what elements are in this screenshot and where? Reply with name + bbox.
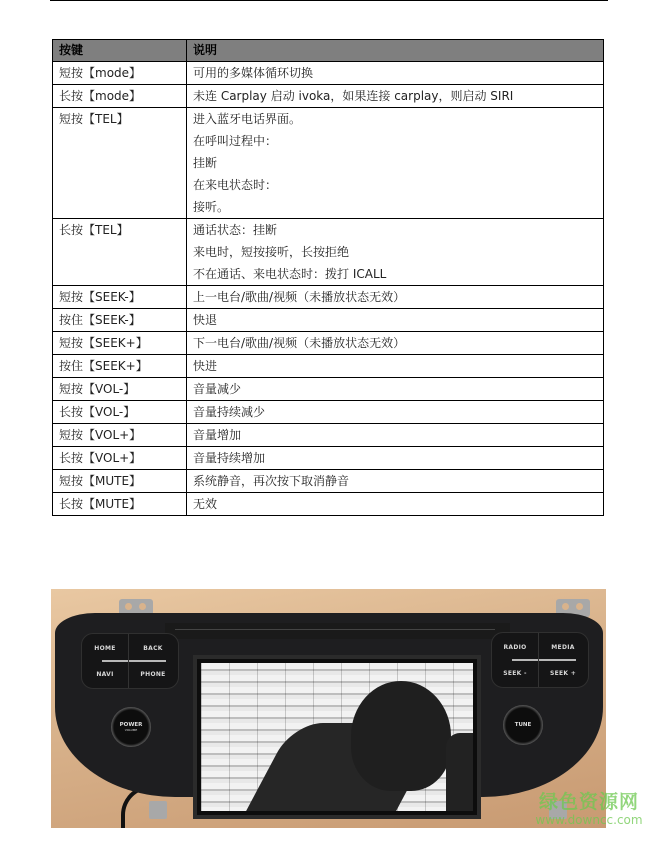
display-screen [193,655,481,819]
pad-divider [128,634,129,688]
media-button[interactable]: MEDIA [551,643,575,651]
tune-knob[interactable] [503,705,543,745]
description-line: 挂断 [193,156,218,170]
table-row [53,309,604,332]
table-row [53,355,604,378]
table-row [53,447,604,470]
description-cell [187,62,604,85]
seek-minus-button[interactable]: SEEK - [503,669,527,677]
key-cell: 短按【VOL+】 [53,424,187,447]
key-cell: 长按【mode】 [53,85,187,108]
left-button-pad [81,633,179,689]
description-line: 上一电台/歌曲/视频（未播放状态无效） [193,290,406,304]
table-row [53,219,604,286]
description-cell [187,108,604,219]
power-volume-knob[interactable] [111,707,151,747]
description-line: 下一电台/歌曲/视频（未播放状态无效） [193,336,406,350]
key-cell: 按住【SEEK-】 [53,309,187,332]
lower-bracket-left [149,801,167,819]
table-row [53,378,604,401]
description-line: 无效 [193,497,218,511]
description-line: 通话状态：挂断 [193,223,278,237]
back-button[interactable]: BACK [143,644,163,652]
description-line: 来电时，短按接听，长按拒绝 [193,245,350,259]
watermark-url: www.downcc.com [535,813,643,827]
key-cell: 短按【SEEK-】 [53,286,187,309]
table-row [53,286,604,309]
description-cell [187,355,604,378]
description-line: 可用的多媒体循环切换 [193,66,314,80]
description-cell [187,401,604,424]
description-cell [187,219,604,286]
description-line: 快进 [193,359,218,373]
disc-slot [165,623,510,639]
description-line: 音量增加 [193,428,242,442]
table-row [53,401,604,424]
key-cell: 短按【MUTE】 [53,470,187,493]
header-key: 按键 [53,40,187,62]
description-cell [187,85,604,108]
screen-reflection [201,663,473,811]
table-row [53,470,604,493]
home-button[interactable]: HOME [94,644,116,652]
pad-divider [538,633,539,687]
table-row [53,62,604,85]
description-cell [187,309,604,332]
table-row [53,85,604,108]
table-header-row [53,40,604,62]
table-row [53,332,604,355]
description-line: 不在通话、来电状态时：拨打 ICALL [193,267,387,281]
key-cell: 长按【MUTE】 [53,493,187,516]
navi-button[interactable]: NAVI [96,670,114,678]
reflection-hand [446,733,473,811]
radio-button[interactable]: RADIO [503,643,527,651]
header-description: 说明 [187,40,604,62]
description-cell [187,286,604,309]
volume-label: VOLUME [124,728,138,732]
right-button-pad [491,632,589,688]
key-cell: 短按【mode】 [53,62,187,85]
head-unit-bezel [55,613,603,797]
description-line: 在呼叫过程中： [193,134,278,148]
watermark-name: 绿色资源网 [538,791,639,813]
reflection-head [351,681,451,791]
description-line: 接听。 [193,200,230,214]
description-line: 系统静音，再次按下取消静音 [193,474,350,488]
tune-label: TUNE [514,722,532,728]
description-line: 在来电状态时： [193,178,278,192]
description-line: 音量减少 [193,382,242,396]
key-cell: 短按【TEL】 [53,108,187,219]
key-cell: 长按【VOL+】 [53,447,187,470]
description-line: 音量持续减少 [193,405,266,419]
description-line: 快退 [193,313,218,327]
key-cell: 短按【SEEK+】 [53,332,187,355]
key-cell: 短按【VOL-】 [53,378,187,401]
button-function-table [52,39,604,516]
head-unit-photo [51,589,606,828]
phone-button[interactable]: PHONE [140,670,166,678]
description-cell [187,378,604,401]
description-cell [187,493,604,516]
key-cell: 按住【SEEK+】 [53,355,187,378]
description-cell [187,470,604,493]
description-cell [187,332,604,355]
table-row [53,493,604,516]
description-cell [187,447,604,470]
power-label: POWER [119,722,143,728]
lower-bracket-right [549,801,567,819]
description-line: 音量持续增加 [193,451,266,465]
seek-plus-button[interactable]: SEEK + [549,669,577,677]
description-line: 进入蓝牙电话界面。 [193,112,302,126]
key-cell: 长按【VOL-】 [53,401,187,424]
description-cell [187,424,604,447]
table-row [53,108,604,219]
table-row [53,424,604,447]
description-line: 未连 Carplay 启动 ivoka，如果连接 carplay，则启动 SIRI [193,89,514,103]
header-rule [50,0,608,1]
key-cell: 长按【TEL】 [53,219,187,286]
